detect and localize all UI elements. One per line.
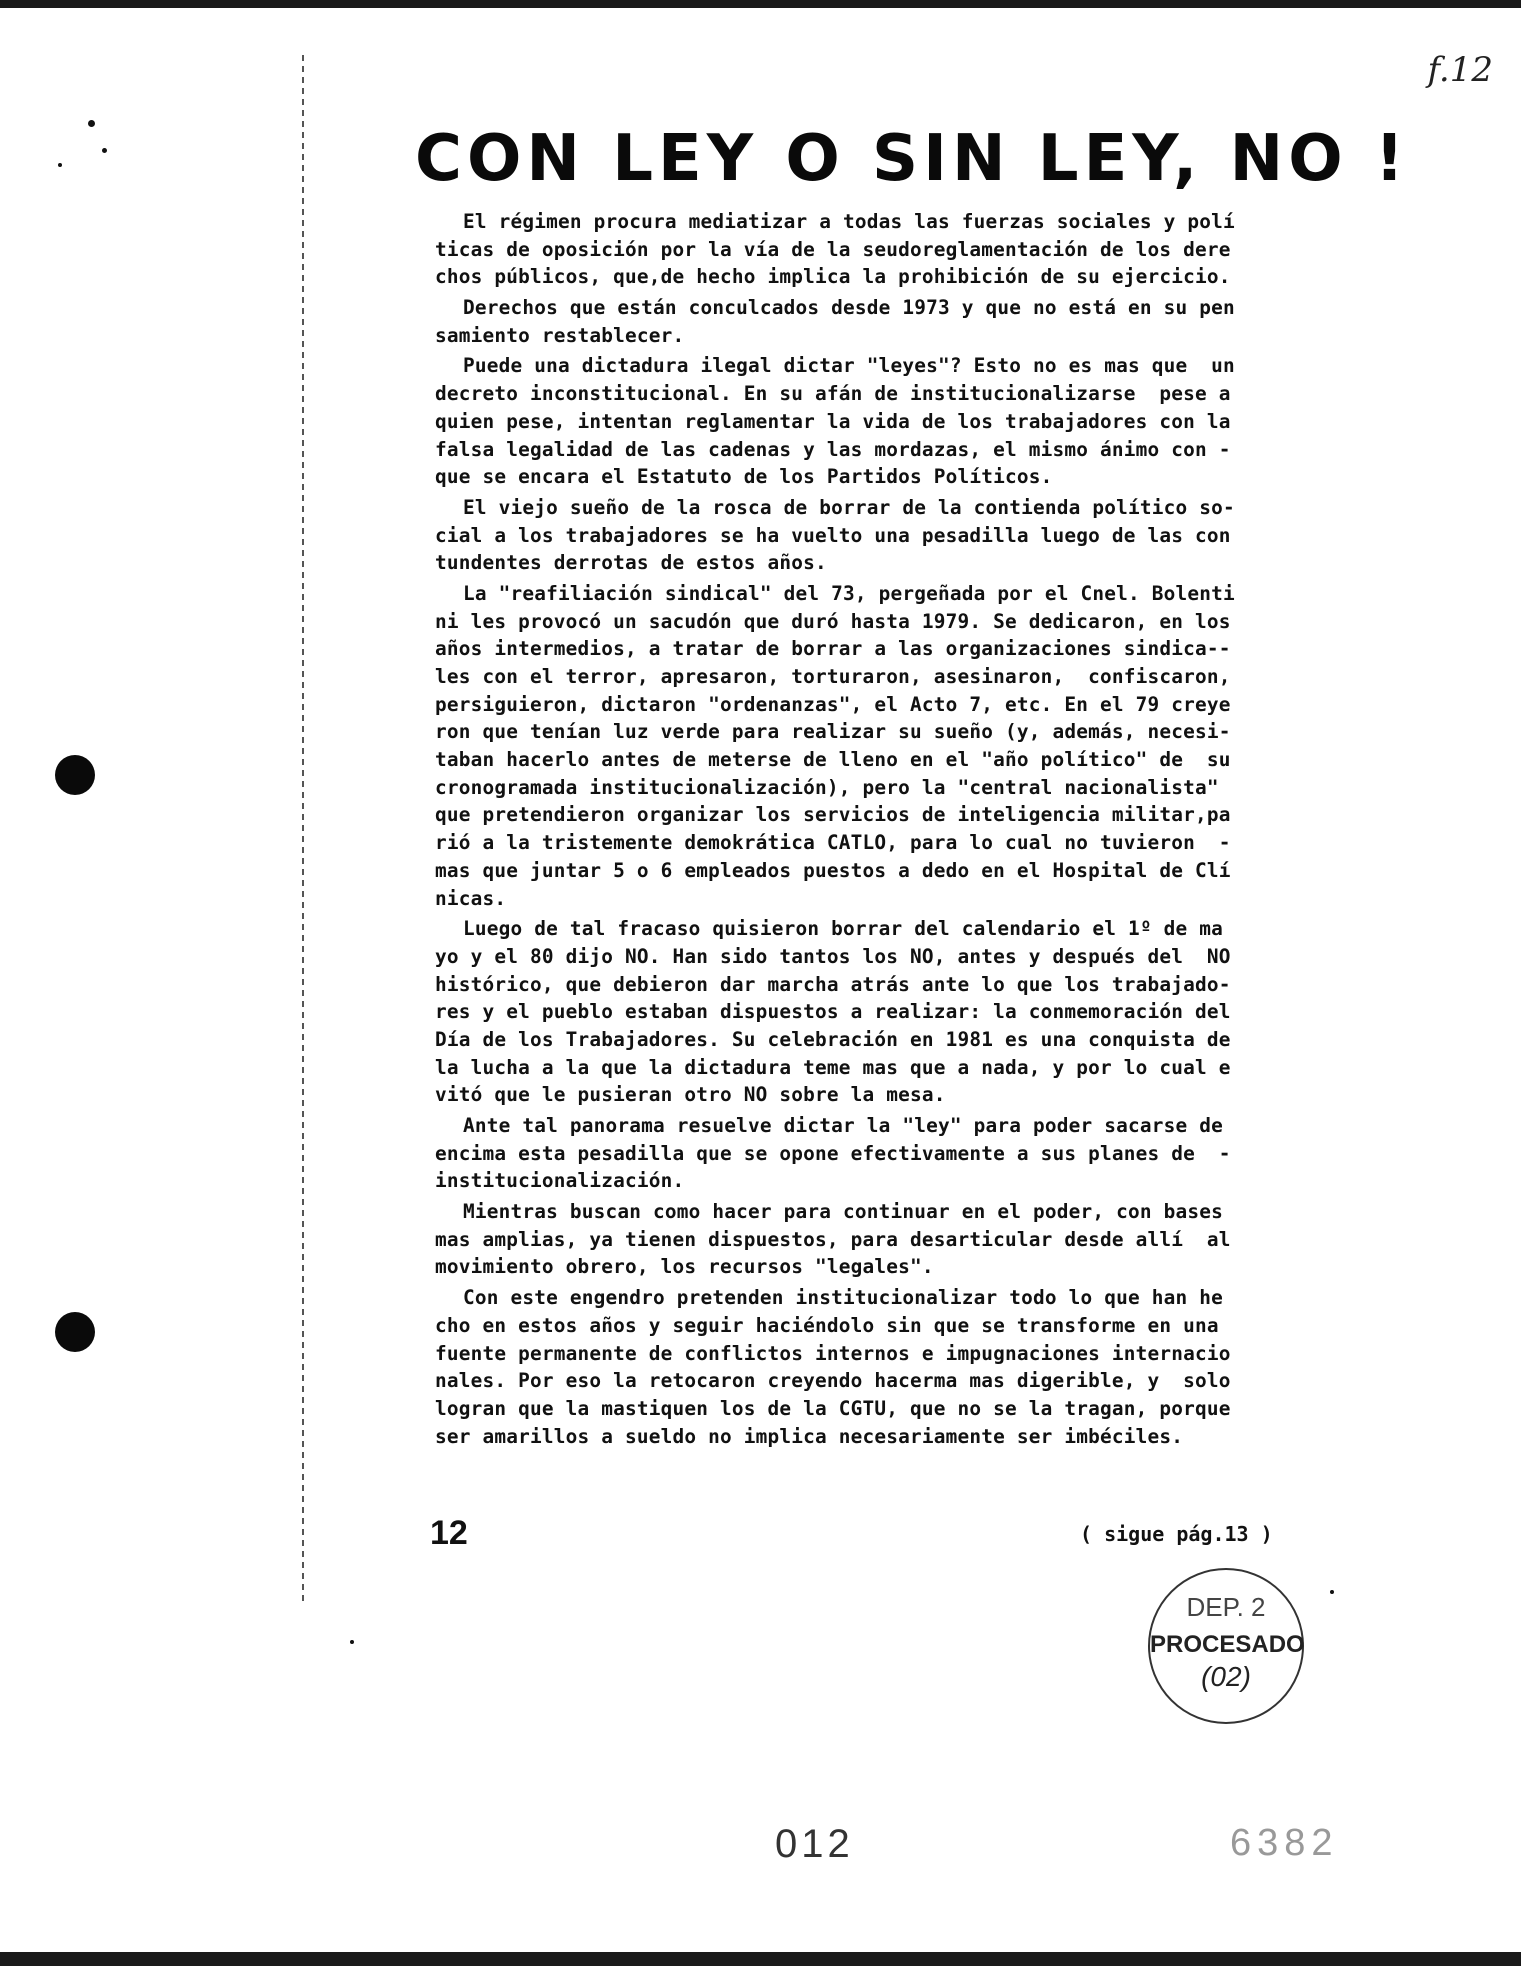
text-line: encima esta pesadilla que se opone efectivamente a sus planes de - <box>435 1141 1231 1165</box>
text-line: samiento restablecer. <box>435 323 685 347</box>
paragraph <box>435 1112 1435 1195</box>
punch-hole-lower <box>55 1312 95 1352</box>
paragraph <box>435 1198 1435 1281</box>
headline: CON LEY O SIN LEY, NO ! <box>415 122 1410 196</box>
paragraph <box>435 580 1435 912</box>
stamp-line-2: PROCESADO <box>1150 1631 1305 1658</box>
text-line: falsa legalidad de las cadenas y las mordazas, el mismo ánimo con - <box>435 437 1231 461</box>
text-line: persiguieron, dictaron "ordenanzas", el Acto 7, etc. En el 79 creye <box>435 692 1231 716</box>
text-line: mas amplias, ya tienen dispuestos, para desarticular desde allí al <box>435 1227 1231 1251</box>
text-line: ser amarillos a sueldo no implica necesariamente ser imbéciles. <box>435 1424 1184 1448</box>
continuation-note: ( sigue pág.13 ) <box>1080 1522 1273 1546</box>
text-line: quien pese, intentan reglamentar la vida de los trabajadores con la <box>435 409 1231 433</box>
text-line: años intermedios, a tratar de borrar a las organizaciones sindica-- <box>435 637 1231 661</box>
text-line: nicas. <box>435 886 507 910</box>
speck <box>350 1640 354 1644</box>
text-line: Luego de tal fracaso quisieron borrar del calendario el 1º de ma <box>463 917 1223 941</box>
text-line: la lucha a la que la dictadura teme mas que a nada, y por lo cual e <box>435 1055 1231 1079</box>
text-line: Mientras buscan como hacer para continuar en el poder, con bases <box>463 1200 1223 1224</box>
text-line: cho en estos años y seguir haciéndolo sin que se transforme en una <box>435 1313 1219 1337</box>
text-line: El régimen procura mediatizar a todas las fuerzas sociales y polí <box>463 210 1235 233</box>
footer-archive-number-faint: 6382 <box>1230 1822 1339 1864</box>
paragraph <box>435 352 1435 490</box>
stamp-line-1: DEP. 2 <box>1186 1592 1266 1622</box>
speck <box>88 120 95 127</box>
text-line: rió a la tristemente demokrática CATLO, para lo cual no tuvieron - <box>435 831 1231 855</box>
binding-margin-line <box>302 55 304 1605</box>
text-line: ni les provocó un sacudón que duró hasta 1979. Se dedicaron, en los <box>435 609 1231 633</box>
text-line: movimiento obrero, los recursos "legales". <box>435 1255 934 1279</box>
text-line: Puede una dictadura ilegal dictar "leyes"? Esto no es mas que un <box>463 354 1235 378</box>
text-line: les con el terror, apresaron, torturaron, asesinaron, confiscaron, <box>435 665 1231 688</box>
processed-stamp <box>1148 1568 1304 1724</box>
punch-hole-upper <box>55 755 95 795</box>
text-line: mas que juntar 5 o 6 empleados puestos a dedo en el Hospital de Clí <box>435 858 1231 882</box>
text-line: cial a los trabajadores se ha vuelto una pesadilla luego de las con <box>435 523 1231 547</box>
paragraph <box>435 208 1435 291</box>
text-line: que se encara el Estatuto de los Partidos Políticos. <box>435 465 1053 489</box>
speck <box>58 163 62 167</box>
text-line: ticas de oposición por la vía de la seudoreglamentación de los dere <box>435 237 1231 261</box>
text-line: logran que la mastiquen los de la CGTU, que no se la tragan, porque <box>435 1396 1231 1420</box>
paragraph <box>435 915 1435 1109</box>
scan-bottom-edge <box>0 1952 1521 1966</box>
text-line: histórico, que debieron dar marcha atrás ante lo que los trabajado- <box>435 972 1231 996</box>
speck <box>1330 1590 1334 1594</box>
text-line: La "reafiliación sindical" del 73, pergeñada por el Cnel. Bolenti <box>463 581 1235 605</box>
text-line: cronogramada institucionalización), pero la "central nacionalista" <box>435 775 1219 799</box>
corner-folio-note: f.12 <box>1427 50 1493 90</box>
text-line: nales. Por eso la retocaron creyendo hacerma mas digerible, y solo <box>435 1369 1231 1393</box>
paragraph <box>435 294 1435 349</box>
stamp-line-3: (02) <box>1201 1661 1251 1692</box>
text-line: El viejo sueño de la rosca de borrar de la contienda político so- <box>463 495 1235 519</box>
text-line: decreto inconstitucional. En su afán de institucionalizarse pese a <box>435 382 1231 406</box>
scan-top-edge <box>0 0 1521 8</box>
text-line: chos públicos, que,de hecho implica la prohibición de su ejercicio. <box>435 265 1231 289</box>
text-line: fuente permanente de conflictos internos e impugnaciones internacio <box>435 1341 1231 1365</box>
footer-archive-number: 012 <box>775 1822 854 1866</box>
text-line: Ante tal panorama resuelve dictar la "ley" para poder sacarse de <box>463 1114 1223 1137</box>
text-line: tundentes derrotas de estos años. <box>435 551 827 575</box>
speck <box>102 148 107 153</box>
text-line: que pretendieron organizar los servicios de inteligencia militar,pa <box>435 803 1231 827</box>
page-number: 12 <box>430 1514 468 1552</box>
text-line: Con este engendro pretenden institucionalizar todo lo que han he <box>463 1286 1223 1310</box>
text-line: institucionalización. <box>435 1169 685 1193</box>
text-line: res y el pueblo estaban dispuestos a realizar: la conmemoración del <box>435 1000 1231 1024</box>
text-line: vitó que le pusieran otro NO sobre la mesa. <box>435 1083 946 1107</box>
paragraph <box>435 1284 1435 1450</box>
article-body <box>435 208 1435 1453</box>
text-line: Derechos que están conculcados desde 1973 y que no está en su pen <box>463 296 1235 320</box>
text-line: taban hacerlo antes de meterse de lleno en el "año político" de su <box>435 748 1231 772</box>
paragraph <box>435 494 1435 577</box>
text-line: ron que tenían luz verde para realizar su sueño (y, además, necesi- <box>435 720 1231 744</box>
text-line: yo y el 80 dijo NO. Han sido tantos los NO, antes y después del NO <box>435 944 1231 968</box>
text-line: Día de los Trabajadores. Su celebración en 1981 es una conquista de <box>435 1027 1231 1051</box>
